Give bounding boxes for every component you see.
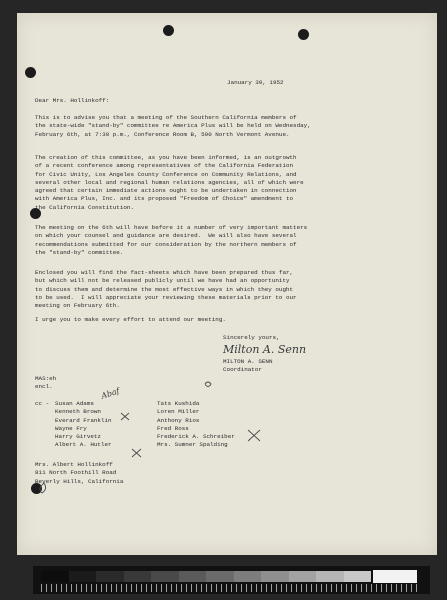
paragraph-5: I urge you to make every effort to attend our meeting. xyxy=(35,316,226,323)
text-line: agreed that certain immediate actions ought to be undertaken in connection xyxy=(35,187,297,195)
check-mark xyxy=(132,449,141,457)
cc-name: Frederick A. Schreiber xyxy=(157,433,235,441)
text-line: February 6th, at 7:30 p.m., Conference Room B, 590 North Vermont Avenue. xyxy=(35,130,290,138)
text-line: the "stand-by" committee. xyxy=(35,248,124,256)
ruler-ticks xyxy=(41,584,421,592)
text-line: meeting on February 6th. xyxy=(35,302,120,310)
cc-name: Tats Kushida xyxy=(157,400,200,407)
text-line: The meeting on the 6th will have before it a number of very important matters xyxy=(35,224,308,231)
salutation: Dear Mrs. Hollinkoff: xyxy=(35,97,110,104)
white-patch xyxy=(373,570,417,583)
recipient-address xyxy=(35,461,123,486)
text-line: to be used. I will appreciate your reviewing these materials prior to our xyxy=(35,293,297,301)
text-line: The creation of this committee, as you have been informed, is an outgrowth xyxy=(35,154,297,161)
margin-note: Abaf xyxy=(100,386,121,401)
text-line: recommendations submitted for our consideration by the northern members of xyxy=(35,240,297,248)
letter-date: January 30, 1952 xyxy=(227,79,284,86)
cc-name: Everard Franklin xyxy=(55,416,112,424)
address-line: 811 North Foothill Road xyxy=(35,469,117,477)
text-line: Enclosed you will find the fact-sheets which have been prepared thus far, xyxy=(35,269,294,276)
address-line: Mrs. Albert Hollinkoff xyxy=(35,461,113,468)
closing: Sincerely yours, xyxy=(223,334,280,341)
text-line: This is to advise you that a meeting of the Southern California members of xyxy=(35,114,297,121)
gray-scale xyxy=(41,571,371,582)
signature: Milton A. Senn xyxy=(223,343,307,356)
text-line: several other local and regional human relations agencies, all of which were xyxy=(35,178,304,186)
cc-name: Mrs. Sumner Spalding xyxy=(157,441,228,449)
color-scale-bar xyxy=(33,566,430,594)
text-line: with America Plus, Inc. and its proposed "Freedom of Choice" amendment to xyxy=(35,195,294,203)
cc-name: Harry Girvetz xyxy=(55,433,101,441)
initials: MAS:eh xyxy=(35,375,57,382)
cc-name: Loren Miller xyxy=(157,408,200,416)
cc-name: Anthony Rios xyxy=(157,416,200,424)
text-line: the California Constitution. xyxy=(35,203,134,211)
signer-name: MILTON A. SENN xyxy=(223,358,273,365)
signer-title: Coordinator xyxy=(223,366,262,373)
pencil-mark xyxy=(205,382,211,387)
text-line: for Civic Unity, Los Angeles County Conference on Community Relations, and xyxy=(35,170,297,178)
cc-name: Susan Adams xyxy=(55,400,94,407)
check-mark xyxy=(121,413,129,420)
cc-name: Wayne Fry xyxy=(55,424,87,432)
text-line: but which will not be released publicly until we have had an opportunity xyxy=(35,277,290,285)
cc-name: Fred Ross xyxy=(157,424,189,432)
cc-label: cc - xyxy=(35,400,50,407)
letter-page xyxy=(17,13,437,555)
text-line: on which your counsel and guidance are desired. We will also have several xyxy=(35,232,297,240)
address-line: Beverly Hills, California xyxy=(35,477,124,485)
cc-name: Kenneth Brown xyxy=(55,408,101,416)
text-line: to discuss them and determine the most effective ways in which they ought xyxy=(35,285,294,293)
cc-name: Albert A. Hutler xyxy=(55,441,112,449)
check-mark xyxy=(248,430,260,441)
enclosure: encl. xyxy=(35,383,53,390)
text-line: of a recent conference among representatives of the California Federation xyxy=(35,162,294,170)
text-line: the state-wide "stand-by" committee re America Plus will be held on Wednesday, xyxy=(35,122,311,130)
